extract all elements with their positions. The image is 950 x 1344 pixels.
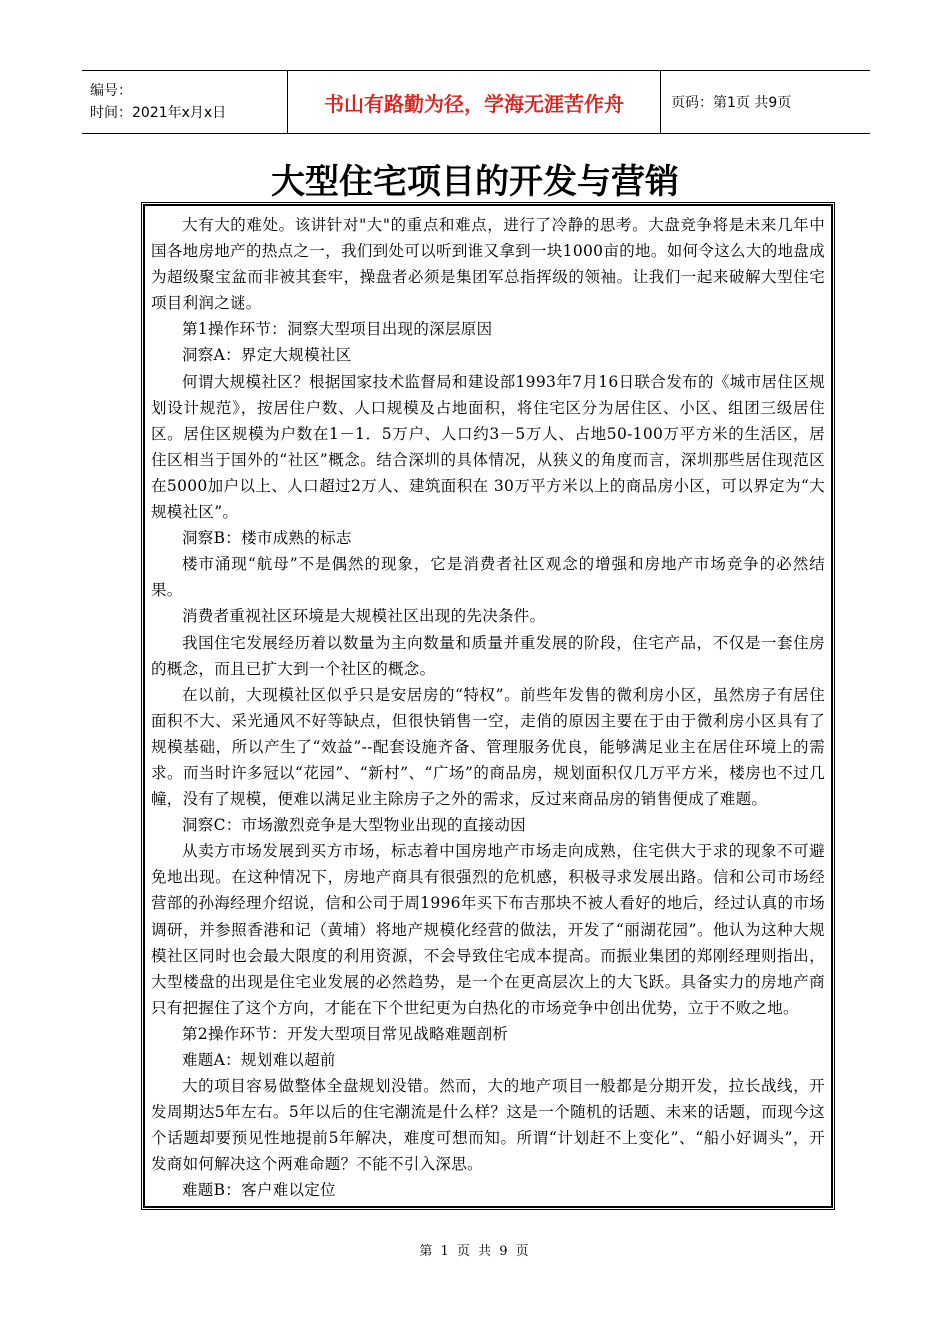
content-frame: [143, 204, 833, 1208]
paragraph: 从卖方市场发展到买方市场，标志着中国房地产市场走向成熟，住宅供大于求的现象不可避免地出现。在这种情况下，房地产商具有很强烈的危机感，积极寻求发展出路。信和公司市场经营部的孙海经理介绍说，信和公司于周1996年买下布吉那块不被人看好的地后，经过认真的市场调研，并参照香港和记（黄埔）将地产规模化经营的做法，开发了“丽湖花园”。他认为这种大规模社区同时也会最大限度的利用资源，不会导致住宅成本提高。而振业集团的郑刚经理则指出，大型楼盘的出现是住宅业发展的必然趋势，是一个在更高层次上的大飞跃。具备实力的房地产商只有把握住了这个方向，才能在下个世纪更为白热化的市场竞争中创出优势，立于不败之地。: [151, 842, 825, 1017]
header-meta: [82, 71, 288, 133]
document-date: 时间：2021年x月x日: [90, 105, 227, 121]
document-number-label: 编号：: [90, 83, 132, 99]
header-page-info: [661, 71, 870, 133]
header-motto: [288, 71, 661, 133]
section-heading: 第2操作环节：开发大型项目常见战略难题剖析: [182, 1024, 509, 1043]
paragraph: 大有大的难处。该讲针对"大"的重点和难点，进行了冷静的思考。大盘竞争将是未来几年中国各地房地产的热点之一，我们到处可以听到谁又拿到一块1000亩的地。如何令这么大的地盘成为超级聚宝盆而非被其套牢，操盘者必须是集团军总指挥级的领袖。让我们一起来破解大型住宅项目利润之谜。: [151, 216, 825, 313]
page-info-text: 页码：第1页 共9页: [671, 95, 792, 111]
document-header: [82, 70, 870, 134]
page-title: 大型住宅项目的开发与营销: [271, 162, 679, 202]
subsection-heading: 洞察B：楼市成熟的标志: [182, 529, 352, 548]
paragraph: 何谓大规模社区？根据国家技术监督局和建设部1993年7月16日联合发布的《城市居住区规划设计规范》，按居住户数、人口规模及占地面积，将住宅区分为居住区、小区、组团三级居住区。居住区规模为户数在1－1．5万户、人口约3－5万人、占地50-100万平方米的生活区，居住区相当于国外的“社区”概念。结合深圳的具体情况，从狭义的角度而言，深圳那些居住现范区在5000加户以上、人口超过2万人、建筑面积在 30万平方米以上的商品房小区，可以界定为“大规模社区”。: [151, 372, 825, 522]
motto-text: 书山有路勤为径，学海无涯苦作舟: [324, 91, 624, 116]
paragraph: 在以前，大现模社区似乎只是安居房的“特权”。前些年发售的微利房小区，虽然房子有居住面积不大、采光通风不好等缺点，但很快销售一空，走俏的原因主要在于由于微利房小区具有了规模基础，所以产生了“效益”--配套设施齐备、管理服务优良，能够满足业主在居住环境上的需求。而当时许多冠以“花园”、“新村”、“广场”的商品房，规划面积仅几万平方米，楼房也不过几幢，没有了规模，便难以满足业主除房子之外的需求，反过来商品房的销售便成了难题。: [151, 685, 825, 809]
paragraph: 消费者重视社区环境是大规模社区出现的先决条件。: [182, 607, 546, 626]
page-footer: 第 1 页 共 9 页: [419, 1244, 531, 1259]
paragraph: 大的项目容易做整体全盘规划没错。然而，大的地产项目一般都是分期开发，拉长战线，开发周期达5年左右。5年以后的住宅潮流是什么样？这是一个随机的话题、未来的话题，而现今这个话题却要预见性地提前5年解决，难度可想而知。所谓“计划赶不上变化”、“船小好调头”，开发商如何解决这个两难命题？不能不引入深思。: [151, 1077, 825, 1174]
paragraph: 楼市涌现“航母”不是偶然的现象，它是消费者社区观念的增强和房地产市场竞争的必然结果。: [151, 555, 825, 600]
subsection-heading: 难题B：客户难以定位: [182, 1181, 336, 1200]
subsection-heading: 洞察C：市场激烈竞争是大型物业出现的直接动因: [182, 816, 526, 835]
paragraph: 我国住宅发展经历着以数量为主向数量和质量并重发展的阶段，住宅产品，不仅是一套住房的概念，而且已扩大到一个社区的概念。: [151, 633, 825, 678]
section-heading: 第1操作环节：洞察大型项目出现的深层原因: [182, 320, 493, 339]
subsection-heading: 难题A：规划难以超前: [182, 1051, 336, 1069]
subsection-heading: 洞察A：界定大规模社区: [182, 346, 352, 365]
